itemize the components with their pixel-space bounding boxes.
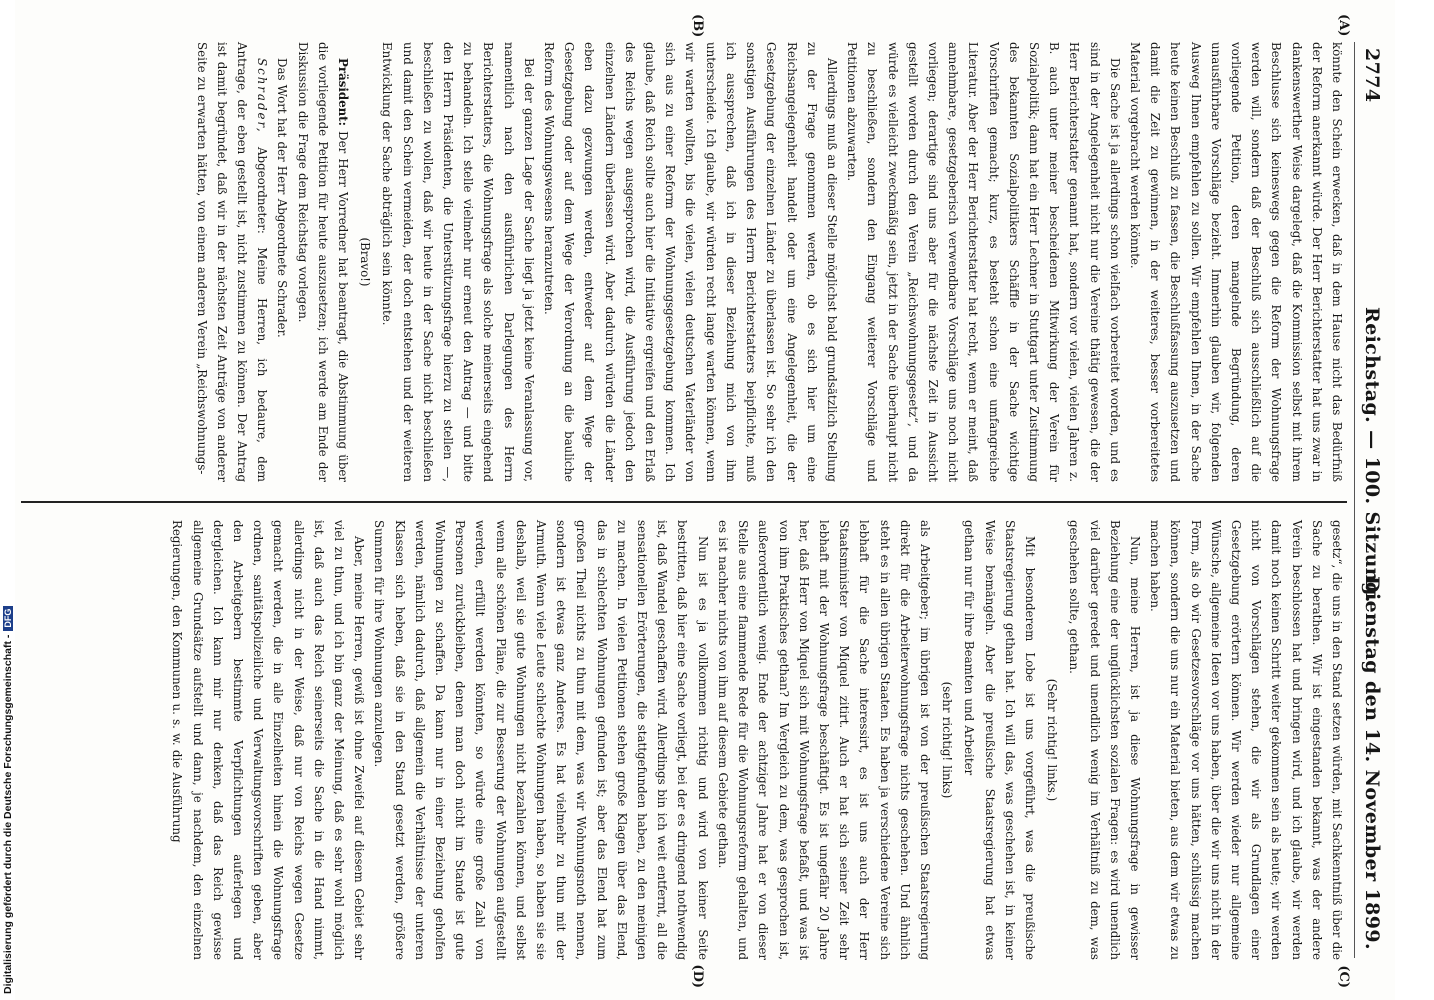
paragraph: Aber, meine Herren, gewiß ist ohne Zweifel auf diesem Gebiet sehr viel zu thun, und ich bin ganz der Meinung, daß es sehr wohl möglich ist, daß auch das Reich seinerseits die Sache in die Hand nimmt, allerdings nicht in der Weise, daß nur von Reichs wegen Gesetze gemacht werden, die in alle Einzelheiten hinein die Wohnungsfrage ordnen, sanitätspolizeiliche und Verwaltungsvorschriften geben, aber den Arbeitgebern bestimmte Verpflichtungen auferlegen und dergleichen. Ich kann mir nur denken, daß das Reich gewisse allgemeine Grundsätze aufstellt und dann, je nachdem, den einzelnen Regierungen, den Kommunen u. s. w. die Ausführung (170, 520, 367, 960)
footer-strip (0, 0, 20, 1000)
page-number: 2774 (1361, 48, 1383, 103)
president-statement (292, 42, 353, 482)
text-columns (21, 42, 1347, 958)
paragraph: Nun, meine Herren, ist ja diese Wohnungsfrage in gewisser Beziehung eine der unglücklichsten sozialen Fragen: es wird unendlich viel darüber geredet und unendlich wenig im Verhältniß zu dem, was geschehen sollte, gethan. (1067, 520, 1142, 960)
speaker-president: Präsident: (336, 58, 351, 126)
margin-marker-d: (D) (690, 964, 705, 988)
margin-marker-a: (A) (1336, 14, 1351, 37)
credit-text: Digitalisierung gefördert durch die Deutsche Forschungsgemeinschaft - (2, 634, 14, 994)
interjection: (Sehr richtig! links.) (1045, 678, 1060, 802)
column-divider (21, 501, 1347, 503)
page-title: Reichstag. — 100. Sitzung. (1361, 307, 1383, 603)
paragraph: Allerdings muß an dieser Stelle möglichst bald grundsätzlich Stellung zu der Frage genommen werden, ob es sich hier um eine Reichsangelegenheit handelt oder um eine Angelegenheit, die der Gesetzgebung der einzelnen Länder zu überlassen ist. So sehr ich den sonstigen Ausführungen des Herrn Berichterstatters beipflichte, muß ich aussprechen, daß ich in dieser Beziehung mich von ihm unterscheide. Ich glaube, wir würden recht lange warten können, wenn wir warten wollten, bis die vielen, vielen deutschen Vaterländer von sich aus zu einer Reform der Wohnungsgesetzgebung kommen. Ich glaube, daß Reich sollte auch hier die Initiative ergreifen und den Erlaß des Reichs wegen ausgesprochen wird, die Ausführung jedoch den einzelnen Ländern überlassen wird. Aber dadurch würden die Länder eben dazu gezwungen werden, entweder auf dem Wege der Gesetzgebung oder auf dem Wege der Verordnung an die bauliche Reform des Wohnungswesens heranzutreten. (542, 42, 839, 482)
paragraph: Mit besonderem Lobe ist uns vorgeführt, was die preußische Staatsregierung gethan hat. Ich will das, was geschehen ist, in keiner Weise bemängeln. Aber die preußische Staatsregierung hat etwas gethan nur für ihre Beamten und Arbeiter (962, 520, 1037, 960)
speaker-schrader: Schrader, (255, 58, 270, 134)
left-column (21, 42, 1347, 482)
paragraph: Bei der ganzen Lage der Sache liegt ja jetzt keine Veranlassung vor, namentlich nach den ausführlichen Darlegungen des Herrn Berichterstatters, die Wohnungsfrage als solche meinerseits eingehend zu behandeln. Ich stelle vielmehr nur erneut den Antrag — und bitte den Herrn Präsidenten, die Unterstützungsfrage hierzu zu stellen —, beschließen zu wollen, daß wir heute in der Sache nicht beschließen und damit den Schein vermeiden, der doch entstehen und der weiteren Entwicklung der Sache abträglich sein könnte. (380, 42, 536, 482)
dfg-logo: DFG (3, 606, 13, 631)
digitization-credit (2, 606, 14, 994)
schrader-statement (191, 42, 272, 482)
right-column (21, 520, 1347, 960)
floor-announcement: Das Wort hat der Herr Abgeordnete Schrader. (275, 58, 290, 338)
page-date: Dienstag den 14. November 1899. (1361, 576, 1383, 950)
margin-marker-b: (B) (690, 14, 705, 38)
schrader-text: Abgeordneter: Meine Herren, ich bedaure, dem Antrage, der eben gestellt ist, nicht zustimmen zu können. Der Antrag ist damit begründet, daß wir in der nächsten Zeit Anträge von anderer Seite zu erwarten hätten, von einem anderen Verein „Reichswohnungs- (194, 42, 270, 482)
interjection: (sehr richtig! links) (940, 681, 955, 799)
paragraph: könnte den Schein erwecken, daß in dem Hause nicht das Bedürfniß der Reform anerkannt würde. Der Herr Berichterstatter hat uns zwar in dankenswerther Weise dargelegt, daß die Kommission selbst mit ihrem Beschlusse sich keineswegs gegen die Reform der Wohnungsfrage werden will, sondern daß der Beschluß sich ausschließlich auf die vorliegende Petition, deren mangelnde Begründung, deren unausführbare Vorschläge bezieht. Immerhin glauben wir, folgenden Ausweg Ihnen empfehlen zu sollen. Wir empfehlen Ihnen, in der Sache heute keinen Beschluß zu fassen, die Beschlußfassung auszusetzen und damit die Zeit zu gewinnen, in der weiteres, besser vorbereitetes Material vorgebracht werden könnte. (1127, 42, 1344, 482)
paragraph: als Arbeitgeber; im übrigen ist von der preußischen Staatsregierung direkt für die Arbeiterwohnungsfrage nichts geschehen. Und ähnlich steht es in allen übrigen Staaten. Es haben ja verschiedene Vereine sich lebhaft für die Sache interessirt, es ist uns auch der Herr Staatsminister von Miquel zitirt. Auch er hat sich seiner Zeit sehr lebhaft mit der Wohnungsfrage beschäftigt. Es ist ungefähr 20 Jahre her, daß Herr von Miquel sich mit Wohnungsfrage befaßt, und was ist von ihm Praktisches gethan? Im Vergleich zu dem, was gesprochen ist, außerordentlich wenig. Ende der achtziger Jahre hat er von dieser Stelle aus eine flammende Rede für die Wohnungsreform gehalten, und es ist nachher nichts von ihm auf diesem Gebiete gethan. (715, 520, 932, 960)
page-header (1354, 42, 1385, 958)
paragraph: Die Sache ist ja allerdings schon vielfach vorbereitet worden, und es sind in der Angelegenheit nicht nur die Vereine thätig gewesen, die der Herr Berichterstatter genannt hat, sondern vor vielen, vielen Jahren z. B. auch unter meiner bescheidenen Mitwirkung der Verein für Sozialpolitik; dann hat ein Herr Lechner in Stuttgart unter Zustimmung des bekannten Sozialpolitikers Schäffle in der Sache wichtige Vorschriften gemacht; kurz, es besteht schon eine umfangreiche Literatur. Aber der Herr Berichterstatter hat recht, wenn er meint, daß annehmbare, gesetzgeberisch verwendbare Vorschläge uns noch nicht vorliegen; derartige sind uns aber für die nächste Zeit in Aussicht gestellt worden durch den Verein „Reichswohnungsgesetz“, und da würde es vielleicht zweckmäßig sein, jetzt in der Sache überhaupt nicht zu beschließen, sondern den Eingang weiterer Vorschläge und Petitionen abzuwarten. (845, 42, 1122, 482)
paragraph: Nun ist es ja vollkommen richtig und wird von keiner Seite bestritten, daß hier eine Sache vorliegt, bei der es dringend nothwendig ist, daß Wandel geschaffen wird. Allerdings bin ich weit entfernt, all die sensationellen Erörterungen, die stattgefunden haben, zu den meinigen zu machen. In vielen Petitionen stehen große Klagen über das Elend, das in schlechten Wohnungen gefunden ist; aber das Elend hat zum großen Theil nichts zu thun mit dem, was wir Wohnungsnoth nennen, sondern ist etwas ganz Anderes. Es hat vielmehr zu thun mit der Armuth. Wenn viele Leute schlechte Wohnungen haben, so haben sie sie deshalb, weil sie gute Wohnungen nicht bezahlen können, und selbst wenn alle schönen Pläne, die zur Besserung der Wohnungen aufgestellt werden, erfüllt werden könnten, so würde eine große Zahl von Personen zurückbleiben, denen man doch nicht im Stande ist gute Wohnungen zu schaffen. Da kann nur in einer Beziehung geholfen werden, nämlich dadurch, daß allgemein die Verhältnisse der unteren Klassen sich heben, daß sie in den Stand gesetzt werden, größere Summen für ihre Wohnungen anzulegen. (372, 520, 710, 960)
interjection-bravo: (Bravo!) (358, 237, 373, 287)
margin-marker-c: (C) (1336, 965, 1351, 988)
paragraph: gesetz“, die uns in den Stand setzen würden, mit Sachkenntniß über die Sache zu berathen. Wir ist eingestanden bekannt, was der andere Verein beschlossen hat und bringen wird, und ich glaube, wir werden damit noch keinen Schritt weiter gekommen sein als heute; wir werden nicht von Vorschlägen stehen, die wir als Grundlagen einer Gesetzgebung erörtern können. Wir werden wieder nur allgemeine Wünsche, allgemeine Ideen vor uns haben, über die wir uns nicht in der Form, als ob wir Gesetzesvorschläge vor uns hätten, schlüssig machen können, sondern die uns nur ein Material bieten, aus dem wir etwas zu machen haben. (1148, 520, 1344, 960)
president-text: Der Herr Vorredner hat beantragt, die Abstimmung über die vorliegende Petition für heute auszusetzen; ich werde am Ende der Diskussion die Frage dem Reichstag vorlegen. (295, 42, 351, 482)
document-page (15, 0, 1395, 1000)
